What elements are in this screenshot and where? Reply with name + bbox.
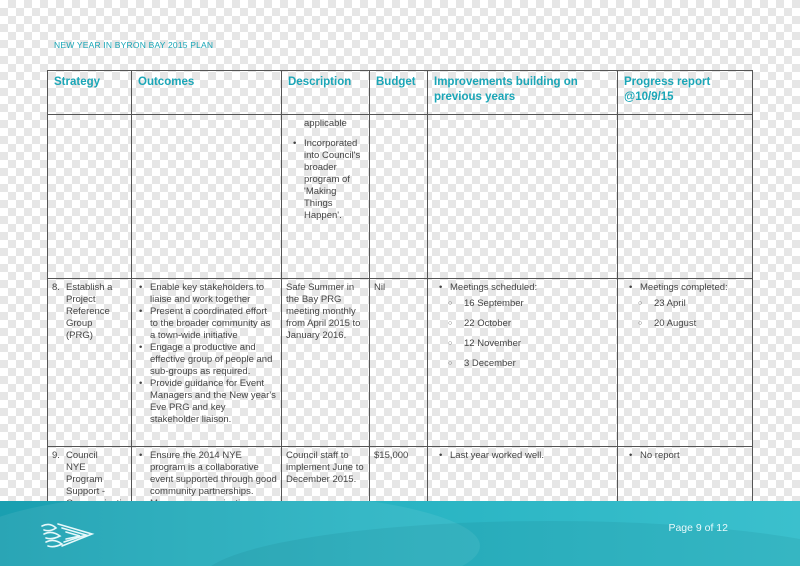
list-item: ○ 12 November [464, 338, 613, 350]
strategy-text: Council NYE Program Support - [66, 450, 106, 497]
byron-bay-logo-icon [38, 518, 98, 552]
table-header-row [48, 71, 753, 115]
header-outcomes: Outcomes [132, 71, 282, 115]
cell-progress [618, 115, 753, 279]
cell-budget: $15,000 [370, 447, 428, 547]
header-improvements: Improvements building on previous years [428, 71, 618, 115]
list-item: • Meetings completed: [640, 282, 748, 294]
improvements-list [432, 282, 613, 294]
list-item: • Incorporated into Council's broader program of 'Making Things Happen'. [304, 138, 365, 222]
header-progress: Progress report @10/9/15 [618, 71, 753, 115]
header-strategy: Strategy [48, 71, 132, 115]
cell-outcomes [132, 115, 282, 279]
list-item: ○ 20 August [654, 318, 748, 330]
cell-description: Safe Summer in the Bay PRG meeting monthly from April 2015 to January 2016. [282, 279, 370, 447]
list-item: • Present a coordinated effort to the broader community as a town-wide initiative [150, 306, 277, 342]
completed-dates-list [622, 298, 748, 330]
list-item: • Last year worked well. [450, 450, 613, 462]
description-lead: applicable [304, 118, 347, 129]
list-item: • Enable key stakeholders to liaise and work together [150, 282, 277, 306]
cell-budget [370, 115, 428, 279]
row-number: 9. [52, 450, 60, 461]
list-item: • No report [640, 450, 748, 462]
description-bullets [286, 138, 365, 222]
meeting-dates-list [432, 298, 613, 370]
cell-outcomes [132, 279, 282, 447]
cell-strategy [48, 115, 132, 279]
strategy-text: Establish a Project Reference Group (PRG) [66, 282, 113, 341]
list-item: • Engage a productive and effective group of people and sub-groups as required. [150, 342, 277, 378]
page-number: Page 9 of 12 [668, 522, 728, 534]
progress-list [622, 450, 748, 462]
progress-list [622, 282, 748, 294]
list-item: ○ 22 October [464, 318, 613, 330]
cell-budget: Nil [370, 279, 428, 447]
list-item: • Meetings scheduled: [450, 282, 613, 294]
page-footer [0, 501, 800, 566]
table-row [48, 115, 753, 279]
row-number: 8. [52, 282, 60, 293]
header-description: Description [282, 71, 370, 115]
cell-description [282, 115, 370, 279]
document-title: NEW YEAR IN BYRON BAY 2015 PLAN [54, 40, 214, 50]
table-row [48, 279, 753, 447]
cell-improvements [428, 279, 618, 447]
improvements-list [432, 450, 613, 462]
cell-strategy [48, 279, 132, 447]
cell-improvements [428, 115, 618, 279]
cell-description: Council staff to implement June to December 2015. [282, 447, 370, 547]
plan-table [47, 70, 753, 547]
cell-progress [618, 279, 753, 447]
list-item: ○ 16 September [464, 298, 613, 310]
outcomes-list [136, 282, 277, 426]
header-budget: Budget [370, 71, 428, 115]
list-item: ○ 23 April [654, 298, 748, 310]
list-item: • Ensure the 2014 NYE program is a collaborative event supported through good community partnerships. [150, 450, 277, 498]
list-item: • Provide guidance for Event Managers and the New year's Eve PRG and key stakeholder liaison. [150, 378, 277, 426]
list-item: ○ 3 December [464, 358, 613, 370]
